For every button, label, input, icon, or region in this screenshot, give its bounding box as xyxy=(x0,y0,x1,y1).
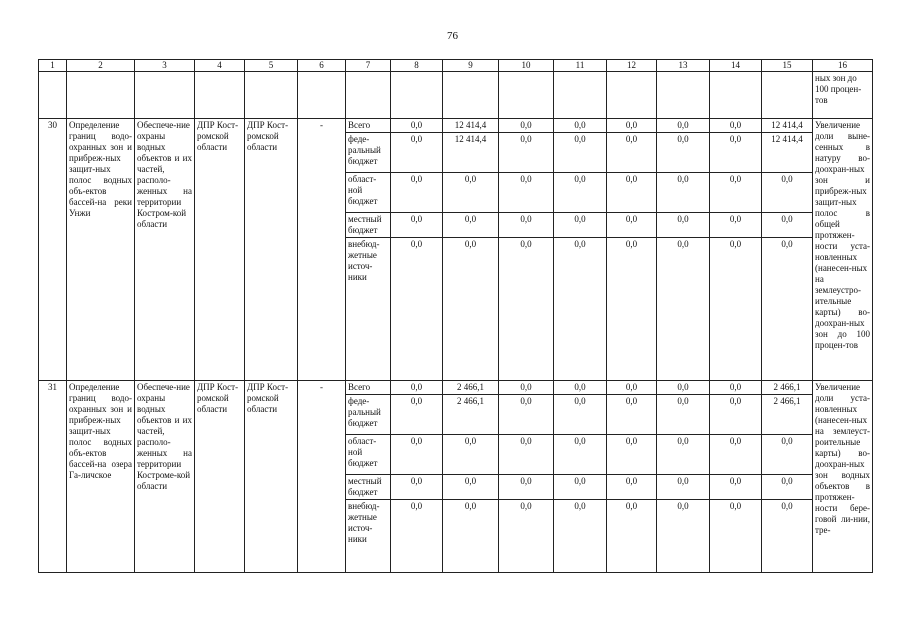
amount-cell: 0,0 xyxy=(554,238,607,381)
funding-source: внебюд-жетные источ-ники xyxy=(346,500,391,573)
amount-cell: 0,0 xyxy=(607,173,657,213)
continuation-row xyxy=(39,72,873,119)
amount-cell: 0,0 xyxy=(554,119,607,133)
amount-cell: 0,0 xyxy=(499,119,554,133)
header-cell: 15 xyxy=(762,60,813,72)
page-number: 76 xyxy=(447,30,458,42)
amount-cell: 0,0 xyxy=(554,133,607,173)
amount-cell: 0,0 xyxy=(499,500,554,573)
amount-cell: 0,0 xyxy=(710,213,762,238)
header-cell: 10 xyxy=(499,60,554,72)
funding-source: Всего xyxy=(346,119,391,133)
header-cell: 11 xyxy=(554,60,607,72)
amount-cell: 0,0 xyxy=(710,238,762,381)
amount-cell: 0,0 xyxy=(762,173,813,213)
executor: ДПР Кост-ромской области xyxy=(195,381,245,573)
amount-cell: 0,0 xyxy=(391,238,443,381)
table-row xyxy=(39,119,873,133)
amount-cell: 0,0 xyxy=(710,500,762,573)
amount-cell: 0,0 xyxy=(607,381,657,395)
amount-cell: 0,0 xyxy=(443,238,499,381)
amount-cell: 0,0 xyxy=(657,395,710,435)
amount-cell: 0,0 xyxy=(657,119,710,133)
amount-cell: 0,0 xyxy=(710,133,762,173)
amount-cell: 0,0 xyxy=(657,381,710,395)
row-number: 30 xyxy=(39,119,67,381)
amount-cell: 0,0 xyxy=(443,213,499,238)
amount-cell: 0,0 xyxy=(710,173,762,213)
header-cell: 7 xyxy=(346,60,391,72)
header-cell: 9 xyxy=(443,60,499,72)
expected-result: Увеличение доли выне-сенных в натуру во-доохран-ных зон и прибреж-ных защит-ных полос в общей протяжен-ности уста-новленных (нанесен-ных на землеустро-ительные карты) во-доохран-ных зон до 100 процен-тов xyxy=(813,119,873,381)
amount-cell: 0,0 xyxy=(391,435,443,475)
amount-cell: 0,0 xyxy=(657,173,710,213)
amount-cell: 0,0 xyxy=(657,238,710,381)
measure-purpose: Обеспече-ние охраны водных объектов и их частей, располо-женных на территории Костром-кой области xyxy=(135,119,195,381)
amount-cell: 12 414,4 xyxy=(443,133,499,173)
amount-cell: 2 466,1 xyxy=(762,395,813,435)
amount-cell: 0,0 xyxy=(554,500,607,573)
amount-cell: 0,0 xyxy=(499,173,554,213)
amount-cell: 0,0 xyxy=(554,213,607,238)
amount-cell: 0,0 xyxy=(710,475,762,500)
amount-cell: 0,0 xyxy=(607,435,657,475)
amount-cell: 0,0 xyxy=(499,475,554,500)
header-row xyxy=(39,60,873,72)
amount-cell: 0,0 xyxy=(391,133,443,173)
co-executor: ДПР Кост-ромской области xyxy=(245,381,298,573)
amount-cell: 0,0 xyxy=(762,500,813,573)
expected-result: Увеличение доли уста-новленных (нанесен-ных на землеуст-роительные карты) во-доохран-ных зон водных объектов в протяжен-ности бере-говой ли-нии, тре- xyxy=(813,381,873,573)
amount-cell: 0,0 xyxy=(443,475,499,500)
amount-cell: 0,0 xyxy=(499,381,554,395)
header-cell: 14 xyxy=(710,60,762,72)
amount-cell: 2 466,1 xyxy=(762,381,813,395)
funding-source: внебюд-жетные источ-ники xyxy=(346,238,391,381)
amount-cell: 0,0 xyxy=(499,238,554,381)
executor: ДПР Кост-ромской области xyxy=(195,119,245,381)
amount-cell: 0,0 xyxy=(607,213,657,238)
amount-cell: 0,0 xyxy=(391,475,443,500)
amount-cell: 12 414,4 xyxy=(762,133,813,173)
amount-cell: 0,0 xyxy=(554,381,607,395)
amount-cell: 2 466,1 xyxy=(443,381,499,395)
funding-source: феде-ральный бюджет xyxy=(346,395,391,435)
amount-cell: 0,0 xyxy=(391,213,443,238)
amount-cell: 0,0 xyxy=(607,475,657,500)
amount-cell: 0,0 xyxy=(762,238,813,381)
amount-cell: 0,0 xyxy=(657,500,710,573)
amount-cell: 0,0 xyxy=(499,213,554,238)
amount-cell: 0,0 xyxy=(499,435,554,475)
header-cell: 16 xyxy=(813,60,873,72)
header-cell: 13 xyxy=(657,60,710,72)
header-cell: 12 xyxy=(607,60,657,72)
amount-cell: 0,0 xyxy=(443,500,499,573)
amount-cell: 0,0 xyxy=(554,173,607,213)
amount-cell: 0,0 xyxy=(391,381,443,395)
amount-cell: 0,0 xyxy=(391,500,443,573)
funding-source: Всего xyxy=(346,381,391,395)
amount-cell: 0,0 xyxy=(710,395,762,435)
amount-cell: 0,0 xyxy=(554,395,607,435)
amount-cell: 12 414,4 xyxy=(443,119,499,133)
amount-cell: 0,0 xyxy=(657,435,710,475)
amount-cell: 0,0 xyxy=(391,119,443,133)
header-cell: 1 xyxy=(39,60,67,72)
header-cell: 6 xyxy=(298,60,346,72)
funding-source: местный бюджет xyxy=(346,213,391,238)
amount-cell: 0,0 xyxy=(443,435,499,475)
header-cell: 4 xyxy=(195,60,245,72)
measure-purpose: Обеспече-ние охраны водных объектов и их частей, располо-женных на территории Костроме-кой области xyxy=(135,381,195,573)
amount-cell: 0,0 xyxy=(657,133,710,173)
period-cell: - xyxy=(298,381,346,573)
amount-cell: 0,0 xyxy=(657,475,710,500)
amount-cell: 0,0 xyxy=(762,475,813,500)
header-cell: 5 xyxy=(245,60,298,72)
amount-cell: 0,0 xyxy=(710,381,762,395)
amount-cell: 12 414,4 xyxy=(762,119,813,133)
funding-source: област-ной бюджет xyxy=(346,173,391,213)
amount-cell: 0,0 xyxy=(391,173,443,213)
measure-name: Определение границ водо-охранных зон и прибреж-ных защит-ных полос водных объ-ектов бассей-на озера Га-личское xyxy=(67,381,135,573)
amount-cell: 0,0 xyxy=(607,238,657,381)
program-table xyxy=(38,59,873,573)
amount-cell: 0,0 xyxy=(499,395,554,435)
amount-cell: 0,0 xyxy=(391,395,443,435)
amount-cell: 0,0 xyxy=(443,173,499,213)
header-cell: 8 xyxy=(391,60,443,72)
continuation-result: ных зон до 100 процен-тов xyxy=(813,72,873,119)
funding-source: област-ной бюджет xyxy=(346,435,391,475)
period-cell: - xyxy=(298,119,346,381)
funding-source: местный бюджет xyxy=(346,475,391,500)
amount-cell: 0,0 xyxy=(499,133,554,173)
row-number: 31 xyxy=(39,381,67,573)
measure-name: Определение границ водо-охранных зон и прибреж-ных защит-ных полос водных объ-ектов бассей-на реки Унжи xyxy=(67,119,135,381)
amount-cell: 0,0 xyxy=(554,435,607,475)
amount-cell: 0,0 xyxy=(607,395,657,435)
amount-cell: 0,0 xyxy=(607,133,657,173)
table-row xyxy=(39,381,873,395)
amount-cell: 0,0 xyxy=(762,213,813,238)
co-executor: ДПР Кост-ромской области xyxy=(245,119,298,381)
amount-cell: 2 466,1 xyxy=(443,395,499,435)
funding-source: феде-ральный бюджет xyxy=(346,133,391,173)
header-cell: 3 xyxy=(135,60,195,72)
header-cell: 2 xyxy=(67,60,135,72)
amount-cell: 0,0 xyxy=(607,119,657,133)
amount-cell: 0,0 xyxy=(554,475,607,500)
amount-cell: 0,0 xyxy=(657,213,710,238)
amount-cell: 0,0 xyxy=(607,500,657,573)
amount-cell: 0,0 xyxy=(710,435,762,475)
amount-cell: 0,0 xyxy=(710,119,762,133)
amount-cell: 0,0 xyxy=(762,435,813,475)
